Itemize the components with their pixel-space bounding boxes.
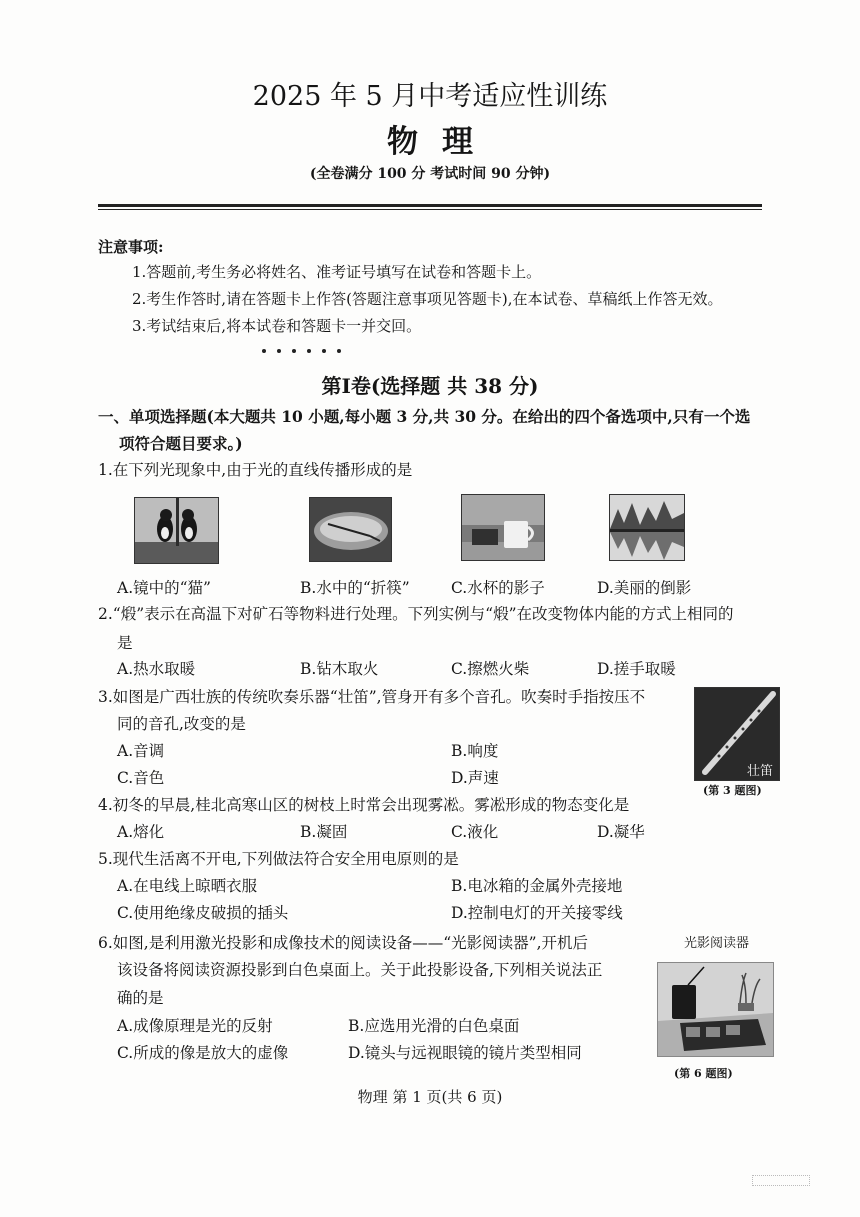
q3-option: D.声速 bbox=[451, 769, 499, 787]
part-title: 第Ⅰ卷(选择题 共 38 分) bbox=[321, 374, 539, 398]
q1-photo-b bbox=[309, 497, 392, 562]
q4-option: B.凝固 bbox=[300, 823, 348, 841]
notice-title: 注意事项: bbox=[98, 238, 164, 256]
q1-stem: 1.在下列光现象中,由于光的直线传播形成的是 bbox=[98, 461, 413, 479]
q3-photo-label: 壮笛 bbox=[747, 764, 774, 779]
q3-stem-cont: 同的音孔,改变的是 bbox=[117, 715, 246, 733]
q6-option: A.成像原理是光的反射 bbox=[117, 1017, 273, 1035]
subject-title: 物理 bbox=[387, 124, 497, 160]
q6-option: D.镜头与远视眼镜的镜片类型相同 bbox=[348, 1044, 582, 1062]
q3-flute-photo bbox=[694, 687, 780, 781]
q5-option: C.使用绝缘皮破损的插头 bbox=[117, 904, 289, 922]
q6-stem-cont: 确的是 bbox=[117, 989, 164, 1007]
q6-photo-label: 光影阅读器 bbox=[684, 936, 750, 951]
q6-reader-photo bbox=[657, 962, 774, 1057]
q2-option: B.钻木取火 bbox=[300, 660, 379, 678]
scan-mark bbox=[752, 1175, 810, 1186]
q6-figure-caption: (第 6 题图) bbox=[674, 1067, 733, 1080]
section-heading-cont: 项符合题目要求。) bbox=[119, 434, 243, 453]
q6-stem: 6.如图,是利用激光投影和成像技术的阅读设备——“光影阅读器”,开机后 bbox=[98, 934, 588, 952]
q1-option: C.水杯的影子 bbox=[451, 579, 545, 597]
q2-option: D.搓手取暖 bbox=[597, 660, 676, 678]
q6-option: B.应选用光滑的白色桌面 bbox=[348, 1017, 520, 1035]
q2-stem-cont: 是 bbox=[117, 634, 133, 652]
q5-stem: 5.现代生活离不开电,下列做法符合安全用电原则的是 bbox=[98, 850, 459, 868]
q4-option: D.凝华 bbox=[597, 823, 645, 841]
emphasis-dots bbox=[262, 338, 352, 357]
q3-option: A.音调 bbox=[117, 742, 165, 760]
q2-option: C.擦燃火柴 bbox=[451, 660, 530, 678]
header-rule-thin bbox=[98, 209, 762, 210]
q4-option: C.液化 bbox=[451, 823, 499, 841]
notice-item: 1.答题前,考生务必将姓名、准考证号填写在试卷和答题卡上。 bbox=[132, 263, 542, 281]
q5-option: D.控制电灯的开关接零线 bbox=[451, 904, 623, 922]
q1-option: B.水中的“折筷” bbox=[300, 579, 410, 597]
exam-title: 2025 年 5 月中考适应性训练 bbox=[252, 81, 608, 112]
q1-option: D.美丽的倒影 bbox=[597, 579, 692, 597]
q5-option: A.在电线上晾晒衣服 bbox=[117, 877, 258, 895]
q3-stem: 3.如图是广西壮族的传统吹奏乐器“壮笛”,管身开有多个音孔。吹奏时手指按压不 bbox=[98, 688, 646, 706]
notice-item: 3.考试结束后,将本试卷和答题卡一并交回。 bbox=[132, 317, 422, 335]
q1-option: A.镜中的“猫” bbox=[117, 579, 211, 597]
q1-photo-c bbox=[461, 494, 545, 561]
header-rule-thick bbox=[98, 204, 762, 207]
section-heading: 一、单项选择题(本大题共 10 小题,每小题 3 分,共 30 分。在给出的四个备选项中,只有一个选 bbox=[98, 407, 751, 426]
exam-info: (全卷满分 100 分 考试时间 90 分钟) bbox=[309, 166, 551, 182]
q4-stem: 4.初冬的早晨,桂北高寒山区的树枝上时常会出现雾凇。雾凇形成的物态变化是 bbox=[98, 796, 630, 814]
q4-option: A.熔化 bbox=[117, 823, 165, 841]
page-footer: 物理 第 1 页(共 6 页) bbox=[357, 1088, 503, 1106]
notice-item: 2.考生作答时,请在答题卡上作答(答题注意事项见答题卡),在本试卷、草稿纸上作答无效。 bbox=[132, 290, 723, 308]
q3-option: B.响度 bbox=[451, 742, 499, 760]
q1-photo-d bbox=[609, 494, 685, 561]
q2-stem: 2.“煅”表示在高温下对矿石等物料进行处理。下列实例与“煅”在改变物体内能的方式上相同的 bbox=[98, 605, 734, 623]
q6-stem-cont: 该设备将阅读资源投影到白色桌面上。关于此投影设备,下列相关说法正 bbox=[117, 961, 603, 979]
q5-option: B.电冰箱的金属外壳接地 bbox=[451, 877, 623, 895]
q3-figure-caption: (第 3 题图) bbox=[703, 784, 762, 797]
q2-option: A.热水取暖 bbox=[117, 660, 196, 678]
q3-option: C.音色 bbox=[117, 769, 165, 787]
q6-option: C.所成的像是放大的虚像 bbox=[117, 1044, 289, 1062]
q1-photo-a bbox=[134, 497, 219, 564]
